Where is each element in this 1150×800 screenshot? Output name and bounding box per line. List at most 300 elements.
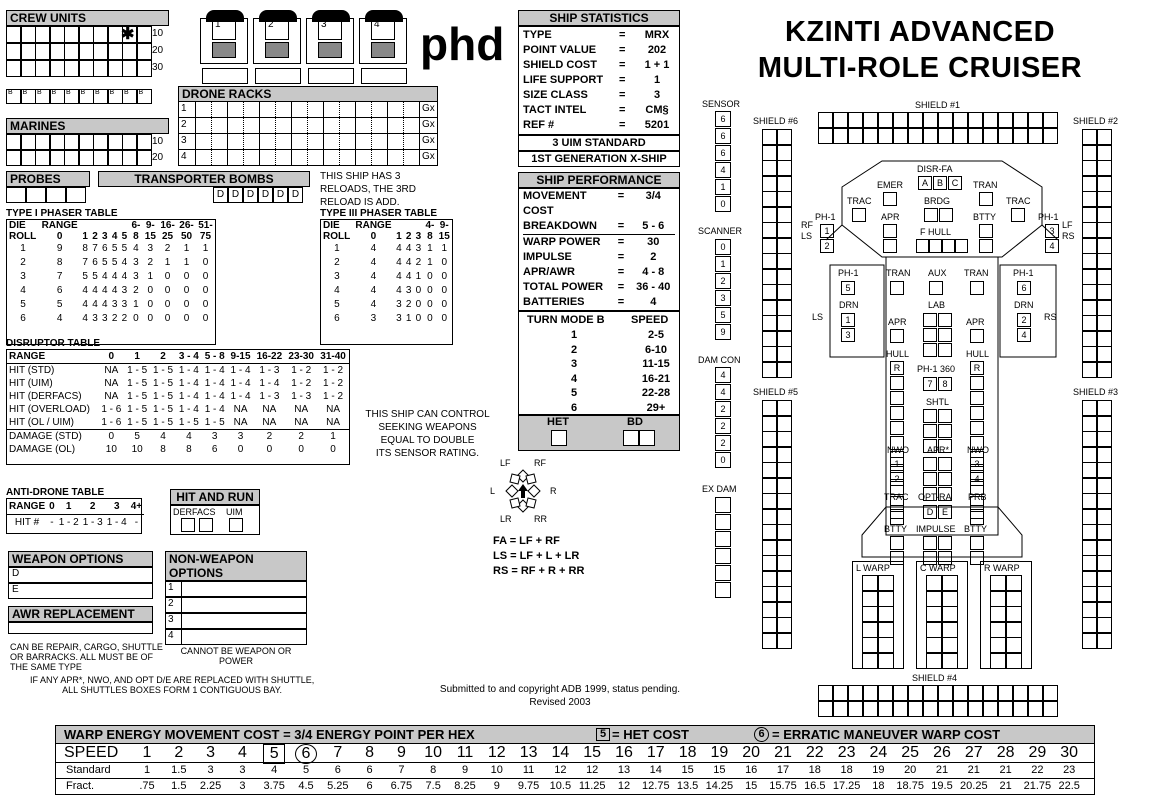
- shield-6-box[interactable]: [762, 129, 777, 145]
- shield-5-box[interactable]: [762, 431, 777, 447]
- non-weapon-option-row[interactable]: [165, 581, 307, 597]
- impulse-box[interactable]: [923, 536, 937, 550]
- shield-2-box[interactable]: [1082, 346, 1097, 362]
- shield-4-box[interactable]: [878, 685, 893, 701]
- drone-slot[interactable]: [356, 134, 372, 149]
- hull-box[interactable]: R: [970, 361, 984, 375]
- shield-5-box[interactable]: [762, 555, 777, 571]
- drone-slot[interactable]: [292, 150, 308, 165]
- apr-box[interactable]: [938, 457, 952, 471]
- shield-5-box[interactable]: [762, 447, 777, 463]
- marine-box[interactable]: [79, 134, 94, 150]
- shield-6-box[interactable]: [777, 253, 792, 269]
- crew-unit-box[interactable]: [79, 60, 94, 77]
- sensor-box[interactable]: 6: [715, 128, 731, 144]
- shield-2-box[interactable]: [1097, 315, 1112, 331]
- shield-6-box[interactable]: [777, 331, 792, 347]
- shield-5-box[interactable]: [762, 416, 777, 432]
- shield-3-box[interactable]: [1082, 540, 1097, 556]
- shield-4-box[interactable]: [983, 685, 998, 701]
- warp-box[interactable]: [942, 575, 958, 591]
- shield-3-box[interactable]: [1082, 602, 1097, 618]
- shield-1-box[interactable]: [818, 128, 833, 144]
- warp-box[interactable]: [862, 653, 878, 669]
- shield-3-box[interactable]: [1097, 447, 1112, 463]
- marine-box[interactable]: [35, 134, 50, 150]
- apr-box[interactable]: [923, 472, 937, 486]
- shield-2-box[interactable]: [1082, 284, 1097, 300]
- shield-4-box[interactable]: [923, 701, 938, 717]
- phaser-box[interactable]: 1: [820, 224, 834, 238]
- shield-1-box[interactable]: [863, 112, 878, 128]
- drone-slot[interactable]: [196, 118, 212, 133]
- crew-unit-box[interactable]: [21, 26, 36, 43]
- shield-4-box[interactable]: [923, 685, 938, 701]
- shield-3-box[interactable]: [1082, 617, 1097, 633]
- shield-1-box[interactable]: [938, 112, 953, 128]
- crew-unit-box[interactable]: [93, 60, 108, 77]
- shield-4-box[interactable]: [878, 701, 893, 717]
- non-weapon-option-row[interactable]: [165, 597, 307, 613]
- drone-slot[interactable]: [292, 102, 308, 117]
- marine-box[interactable]: [79, 150, 94, 166]
- shield-3-box[interactable]: [1082, 493, 1097, 509]
- crew-unit-box[interactable]: [79, 26, 94, 43]
- shield-3-box[interactable]: [1097, 431, 1112, 447]
- shield-6-box[interactable]: [777, 238, 792, 254]
- warp-box[interactable]: [942, 622, 958, 638]
- shield-2-box[interactable]: [1097, 207, 1112, 223]
- drone-slot[interactable]: [340, 118, 356, 133]
- shield-2-box[interactable]: [1097, 300, 1112, 316]
- shield-6-box[interactable]: [777, 269, 792, 285]
- drone-slot[interactable]: [340, 102, 356, 117]
- forward-hull-box[interactable]: [955, 239, 968, 253]
- drone-slot[interactable]: [356, 150, 372, 165]
- crew-unit-box[interactable]: [108, 43, 123, 60]
- crew-unit-box[interactable]: [122, 43, 137, 60]
- shield-4-box[interactable]: [863, 701, 878, 717]
- battery-box[interactable]: [970, 536, 984, 550]
- crew-unit-box[interactable]: [64, 43, 79, 60]
- shield-1-box[interactable]: [1043, 112, 1058, 128]
- drone-box[interactable]: 1: [841, 313, 855, 327]
- warp-box[interactable]: [862, 575, 878, 591]
- warp-box[interactable]: [990, 637, 1006, 653]
- shield-4-box[interactable]: [1028, 685, 1043, 701]
- marine-box[interactable]: [50, 150, 65, 166]
- awr-box[interactable]: [8, 622, 153, 634]
- shield-4-box[interactable]: [953, 701, 968, 717]
- shield-4-box[interactable]: [818, 701, 833, 717]
- shield-5-box[interactable]: [777, 524, 792, 540]
- shield-3-box[interactable]: [1082, 478, 1097, 494]
- drone-slot[interactable]: [388, 134, 404, 149]
- shield-2-box[interactable]: [1082, 222, 1097, 238]
- scanner-box[interactable]: 5: [715, 307, 731, 323]
- shield-3-box[interactable]: [1082, 400, 1097, 416]
- drone-slot[interactable]: [340, 134, 356, 149]
- scanner-box[interactable]: 1: [715, 256, 731, 272]
- drone-rack-row[interactable]: [178, 150, 438, 166]
- shield-4-box[interactable]: [863, 685, 878, 701]
- marine-box[interactable]: [21, 150, 36, 166]
- shield-1-box[interactable]: [818, 112, 833, 128]
- drone-slot[interactable]: [276, 150, 292, 165]
- battery-box[interactable]: [979, 224, 993, 238]
- marine-box[interactable]: [64, 134, 79, 150]
- drone-slot[interactable]: [372, 150, 388, 165]
- shield-2-box[interactable]: [1097, 362, 1112, 378]
- drone-slot[interactable]: [212, 134, 228, 149]
- shield-6-box[interactable]: [762, 284, 777, 300]
- shield-5-box[interactable]: [777, 431, 792, 447]
- hull-box[interactable]: [970, 376, 984, 390]
- shield-1-box[interactable]: [848, 128, 863, 144]
- shield-5-box[interactable]: [762, 633, 777, 649]
- crew-unit-box[interactable]: [64, 26, 79, 43]
- drone-slot[interactable]: [308, 118, 324, 133]
- disruptor-box[interactable]: C: [948, 176, 962, 190]
- damage-control-box[interactable]: 2: [715, 418, 731, 434]
- shield-1-box[interactable]: [1013, 112, 1028, 128]
- shield-4-box[interactable]: [1043, 685, 1058, 701]
- shield-3-box[interactable]: [1097, 571, 1112, 587]
- non-weapon-option-row[interactable]: [165, 613, 307, 629]
- shield-3-box[interactable]: [1082, 509, 1097, 525]
- crew-unit-box[interactable]: [93, 26, 108, 43]
- drone-slot[interactable]: [212, 102, 228, 117]
- shield-4-box[interactable]: [998, 701, 1013, 717]
- warp-box[interactable]: [926, 575, 942, 591]
- shuttle-box[interactable]: [923, 409, 937, 423]
- drone-slot[interactable]: [404, 102, 420, 117]
- drone-slot[interactable]: [228, 134, 244, 149]
- crew-unit-box[interactable]: [137, 60, 152, 77]
- shield-2-box[interactable]: [1097, 238, 1112, 254]
- drone-slot[interactable]: [292, 134, 308, 149]
- shuttle-bay[interactable]: [359, 10, 407, 64]
- lab-box[interactable]: [923, 328, 937, 342]
- disruptor-box[interactable]: A: [918, 176, 932, 190]
- impulse-box[interactable]: [938, 536, 952, 550]
- apr-box[interactable]: [938, 472, 952, 486]
- lab-box[interactable]: [923, 343, 937, 357]
- marines-grid[interactable]: [6, 134, 169, 168]
- lab-box[interactable]: [923, 313, 937, 327]
- apr-box[interactable]: [890, 329, 904, 343]
- warp-box[interactable]: [942, 606, 958, 622]
- drone-slot[interactable]: [212, 118, 228, 133]
- warp-box[interactable]: [878, 622, 894, 638]
- shield-6-box[interactable]: [777, 160, 792, 176]
- shield-1-box[interactable]: [968, 112, 983, 128]
- shuttle-bay[interactable]: [306, 10, 354, 64]
- shuttle-box[interactable]: [212, 42, 236, 58]
- warp-box[interactable]: [1006, 591, 1022, 607]
- drone-slot[interactable]: [292, 118, 308, 133]
- shield-1-box[interactable]: [833, 128, 848, 144]
- warp-box[interactable]: [990, 591, 1006, 607]
- bridge-box[interactable]: [939, 208, 953, 222]
- shield-6-box[interactable]: [777, 300, 792, 316]
- shield-1-box[interactable]: [998, 112, 1013, 128]
- hull-box[interactable]: [890, 421, 904, 435]
- option-box[interactable]: D: [923, 505, 937, 519]
- probe-box[interactable]: [66, 187, 86, 203]
- damage-control-box[interactable]: 2: [715, 401, 731, 417]
- shield-4-box[interactable]: [968, 701, 983, 717]
- hull-box[interactable]: [970, 406, 984, 420]
- bridge-box[interactable]: [924, 208, 938, 222]
- drone-slot[interactable]: [228, 118, 244, 133]
- shield-1-box[interactable]: [893, 128, 908, 144]
- shield-6-box[interactable]: [762, 362, 777, 378]
- marine-box[interactable]: [93, 134, 108, 150]
- forward-hull-box[interactable]: [916, 239, 929, 253]
- shuttle-bay[interactable]: [253, 10, 301, 64]
- drone-slot[interactable]: [388, 118, 404, 133]
- marine-box[interactable]: [21, 134, 36, 150]
- excess-damage-box[interactable]: [715, 531, 731, 547]
- warp-box[interactable]: [990, 606, 1006, 622]
- shield-1-box[interactable]: [833, 112, 848, 128]
- shield-5-box[interactable]: [762, 617, 777, 633]
- shield-6-box[interactable]: [777, 315, 792, 331]
- transporter-box[interactable]: [979, 192, 993, 206]
- shield-3-box[interactable]: [1082, 416, 1097, 432]
- shuttle-launch-box[interactable]: [308, 68, 354, 84]
- shield-6-box[interactable]: [762, 346, 777, 362]
- hit-run-box[interactable]: [181, 518, 195, 532]
- shield-2-box[interactable]: [1082, 300, 1097, 316]
- shuttle-box[interactable]: [318, 42, 342, 58]
- damage-control-box[interactable]: 4: [715, 384, 731, 400]
- drone-slot[interactable]: [260, 150, 276, 165]
- shield-3-box[interactable]: [1097, 617, 1112, 633]
- probes-boxes[interactable]: [6, 187, 90, 203]
- apr-box[interactable]: [883, 239, 897, 253]
- shield-5-box[interactable]: [777, 400, 792, 416]
- shield-3-box[interactable]: [1097, 416, 1112, 432]
- crew-unit-box[interactable]: [6, 60, 21, 77]
- excess-damage-box[interactable]: [715, 565, 731, 581]
- crew-unit-box[interactable]: [137, 43, 152, 60]
- shield-2-box[interactable]: [1082, 129, 1097, 145]
- warp-box[interactable]: [942, 637, 958, 653]
- probe-box[interactable]: [26, 187, 46, 203]
- transporter-bomb-box[interactable]: D: [288, 187, 303, 203]
- crew-unit-box[interactable]: [79, 43, 94, 60]
- shuttle-box[interactable]: [371, 42, 395, 58]
- shield-3-box[interactable]: [1082, 571, 1097, 587]
- shuttle-box[interactable]: [938, 424, 952, 438]
- shield-4-box[interactable]: [893, 685, 908, 701]
- marine-box[interactable]: [122, 134, 137, 150]
- shield-6-box[interactable]: [777, 362, 792, 378]
- shield-1-box[interactable]: [863, 128, 878, 144]
- drone-slot[interactable]: [404, 118, 420, 133]
- shield-6-box[interactable]: [762, 145, 777, 161]
- marine-box[interactable]: [93, 150, 108, 166]
- shield-4-box[interactable]: [833, 701, 848, 717]
- shuttle-box[interactable]: [938, 409, 952, 423]
- shield-3-box[interactable]: [1097, 555, 1112, 571]
- phaser-box[interactable]: 2: [820, 239, 834, 253]
- marine-box[interactable]: [108, 150, 123, 166]
- phaser-box[interactable]: 8: [938, 377, 952, 391]
- shield-3-box[interactable]: [1097, 462, 1112, 478]
- crew-unit-box[interactable]: [21, 60, 36, 77]
- crew-unit-box[interactable]: [35, 43, 50, 60]
- marine-box[interactable]: [108, 134, 123, 150]
- shield-1-box[interactable]: [983, 112, 998, 128]
- apr-box[interactable]: [883, 224, 897, 238]
- phaser-box[interactable]: 4: [1045, 239, 1059, 253]
- hull-box[interactable]: R: [890, 361, 904, 375]
- shield-2-box[interactable]: [1097, 191, 1112, 207]
- marine-box[interactable]: [35, 150, 50, 166]
- shield-3-box[interactable]: [1097, 509, 1112, 525]
- shield-2-box[interactable]: [1082, 145, 1097, 161]
- crew-unit-box[interactable]: [21, 43, 36, 60]
- shield-3-box[interactable]: [1082, 447, 1097, 463]
- auxiliary-box[interactable]: [929, 281, 943, 295]
- shuttle-box[interactable]: 4: [371, 18, 395, 40]
- damage-control-box[interactable]: 0: [715, 452, 731, 468]
- drone-slot[interactable]: [244, 134, 260, 149]
- shield-2-box[interactable]: [1082, 362, 1097, 378]
- shield-3-box[interactable]: [1097, 493, 1112, 509]
- hull-box[interactable]: [970, 421, 984, 435]
- drone-box[interactable]: 2: [1017, 313, 1031, 327]
- shuttle-launch-box[interactable]: [202, 68, 248, 84]
- shield-2-box[interactable]: [1082, 331, 1097, 347]
- shield-2-box[interactable]: [1097, 160, 1112, 176]
- crew-unit-box[interactable]: [137, 26, 152, 43]
- shuttle-box[interactable]: [923, 424, 937, 438]
- shield-6-box[interactable]: [777, 222, 792, 238]
- disruptor-box[interactable]: B: [933, 176, 947, 190]
- shield-2-box[interactable]: [1097, 222, 1112, 238]
- nwo-box[interactable]: 1: [890, 457, 904, 471]
- forward-hull-box[interactable]: [942, 239, 955, 253]
- scanner-box[interactable]: 9: [715, 324, 731, 340]
- shield-4-box[interactable]: [1043, 701, 1058, 717]
- shield-5-box[interactable]: [777, 586, 792, 602]
- shield-5-box[interactable]: [777, 571, 792, 587]
- transporter-box[interactable]: [890, 281, 904, 295]
- drone-slot[interactable]: [388, 102, 404, 117]
- shield-4-box[interactable]: [908, 701, 923, 717]
- phaser-box[interactable]: 3: [1045, 224, 1059, 238]
- shield-3-box[interactable]: [1097, 602, 1112, 618]
- drone-rack-row[interactable]: [178, 118, 438, 134]
- shuttle-box[interactable]: 2: [265, 18, 289, 40]
- shield-2-box[interactable]: [1082, 238, 1097, 254]
- warp-box[interactable]: [1006, 606, 1022, 622]
- drone-slot[interactable]: [196, 134, 212, 149]
- shield-2-box[interactable]: [1097, 253, 1112, 269]
- apr-box[interactable]: [970, 329, 984, 343]
- excess-damage-box[interactable]: [715, 497, 731, 513]
- shield-4-box[interactable]: [848, 701, 863, 717]
- phaser-box[interactable]: 6: [1017, 281, 1031, 295]
- warp-box[interactable]: [926, 591, 942, 607]
- warp-box[interactable]: [942, 591, 958, 607]
- shield-5-box[interactable]: [762, 509, 777, 525]
- warp-box[interactable]: [862, 637, 878, 653]
- probe-box[interactable]: [6, 187, 26, 203]
- sensor-box[interactable]: 4: [715, 162, 731, 178]
- shield-5-box[interactable]: [777, 617, 792, 633]
- crew-unit-box[interactable]: [50, 60, 65, 77]
- shield-4-box[interactable]: [833, 685, 848, 701]
- option-box[interactable]: E: [938, 505, 952, 519]
- shield-4-box[interactable]: [818, 685, 833, 701]
- shield-2-box[interactable]: [1097, 145, 1112, 161]
- warp-box[interactable]: [878, 591, 894, 607]
- shield-4-box[interactable]: [968, 685, 983, 701]
- bd-box[interactable]: [639, 430, 655, 446]
- shield-5-box[interactable]: [762, 571, 777, 587]
- shield-3-box[interactable]: [1097, 633, 1112, 649]
- crew-unit-box[interactable]: [6, 43, 21, 60]
- drone-slot[interactable]: [372, 134, 388, 149]
- warp-box[interactable]: [926, 622, 942, 638]
- shield-6-box[interactable]: [762, 300, 777, 316]
- drone-rack-row[interactable]: [178, 134, 438, 150]
- shuttle-launch-box[interactable]: [255, 68, 301, 84]
- tractor-box[interactable]: [852, 208, 866, 222]
- shield-1-box[interactable]: [923, 128, 938, 144]
- drone-slot[interactable]: [308, 134, 324, 149]
- shield-5-box[interactable]: [777, 555, 792, 571]
- shield-6-box[interactable]: [777, 284, 792, 300]
- scanner-box[interactable]: 0: [715, 239, 731, 255]
- warp-box[interactable]: [926, 606, 942, 622]
- shield-1-box[interactable]: [953, 128, 968, 144]
- warp-box[interactable]: [1006, 653, 1022, 669]
- drone-slot[interactable]: [324, 102, 340, 117]
- shield-3-box[interactable]: [1097, 524, 1112, 540]
- shield-3-box[interactable]: [1097, 540, 1112, 556]
- weapon-option-row[interactable]: [8, 567, 153, 583]
- shield-5-box[interactable]: [777, 478, 792, 494]
- crew-unit-box[interactable]: [35, 60, 50, 77]
- drone-slot[interactable]: [276, 134, 292, 149]
- warp-box[interactable]: [878, 637, 894, 653]
- lab-box[interactable]: [938, 343, 952, 357]
- shield-2-box[interactable]: [1097, 331, 1112, 347]
- non-weapon-option-row[interactable]: [165, 629, 307, 645]
- transporter-box[interactable]: [970, 281, 984, 295]
- marine-box[interactable]: [137, 134, 152, 150]
- transporter-bomb-box[interactable]: D: [258, 187, 273, 203]
- drone-slot[interactable]: [356, 118, 372, 133]
- shield-5-box[interactable]: [762, 400, 777, 416]
- shield-3-box[interactable]: [1082, 586, 1097, 602]
- hull-box[interactable]: [890, 391, 904, 405]
- shield-5-box[interactable]: [762, 540, 777, 556]
- hull-box[interactable]: [970, 391, 984, 405]
- shield-5-box[interactable]: [762, 586, 777, 602]
- crew-unit-box[interactable]: [35, 26, 50, 43]
- nwo-box[interactable]: 4: [970, 472, 984, 486]
- shield-2-box[interactable]: [1082, 207, 1097, 223]
- shield-3-box[interactable]: [1082, 524, 1097, 540]
- drone-slot[interactable]: [308, 102, 324, 117]
